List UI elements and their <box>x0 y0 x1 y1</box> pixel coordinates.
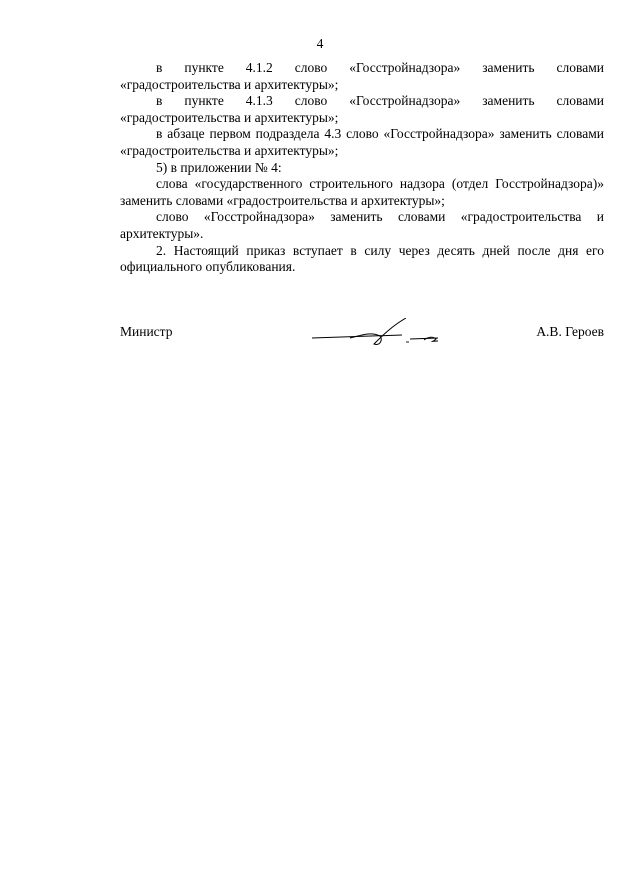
paragraph-appendix-4-words: слова «государственного строительного надзора (отдел Госстройнадзора)» заменить словами «градостроительства и архитектуры»; <box>120 176 604 208</box>
handwritten-signature <box>310 318 450 352</box>
paragraph-subsection-4-3: в абзаце первом подраздела 4.3 слово «Госстройнадзора» заменить словами «градостроительства и архитектуры»; <box>120 126 604 158</box>
paragraph-item-4-1-3: в пункте 4.1.3 слово «Госстройнадзора» заменить словами «градостроительства и архитектуры»; <box>120 93 604 125</box>
paragraph-item-4-1-2: в пункте 4.1.2 слово «Госстройнадзора» заменить словами «градостроительства и архитектуры»; <box>120 60 604 92</box>
page-number: 4 <box>316 36 324 51</box>
document-body <box>120 60 604 276</box>
signatory-title: Министр <box>120 324 173 339</box>
paragraph-appendix-4-word: слово «Госстройнадзора» заменить словами «градостроительства и архитектуры». <box>120 209 604 241</box>
signature-block <box>120 318 604 354</box>
paragraph-appendix-4-heading: 5) в приложении № 4: <box>156 159 282 175</box>
paragraph-effective-date: 2. Настоящий приказ вступает в силу через десять дней после дня его официального опубликования. <box>120 242 604 275</box>
signatory-name: А.В. Героев <box>536 324 604 339</box>
